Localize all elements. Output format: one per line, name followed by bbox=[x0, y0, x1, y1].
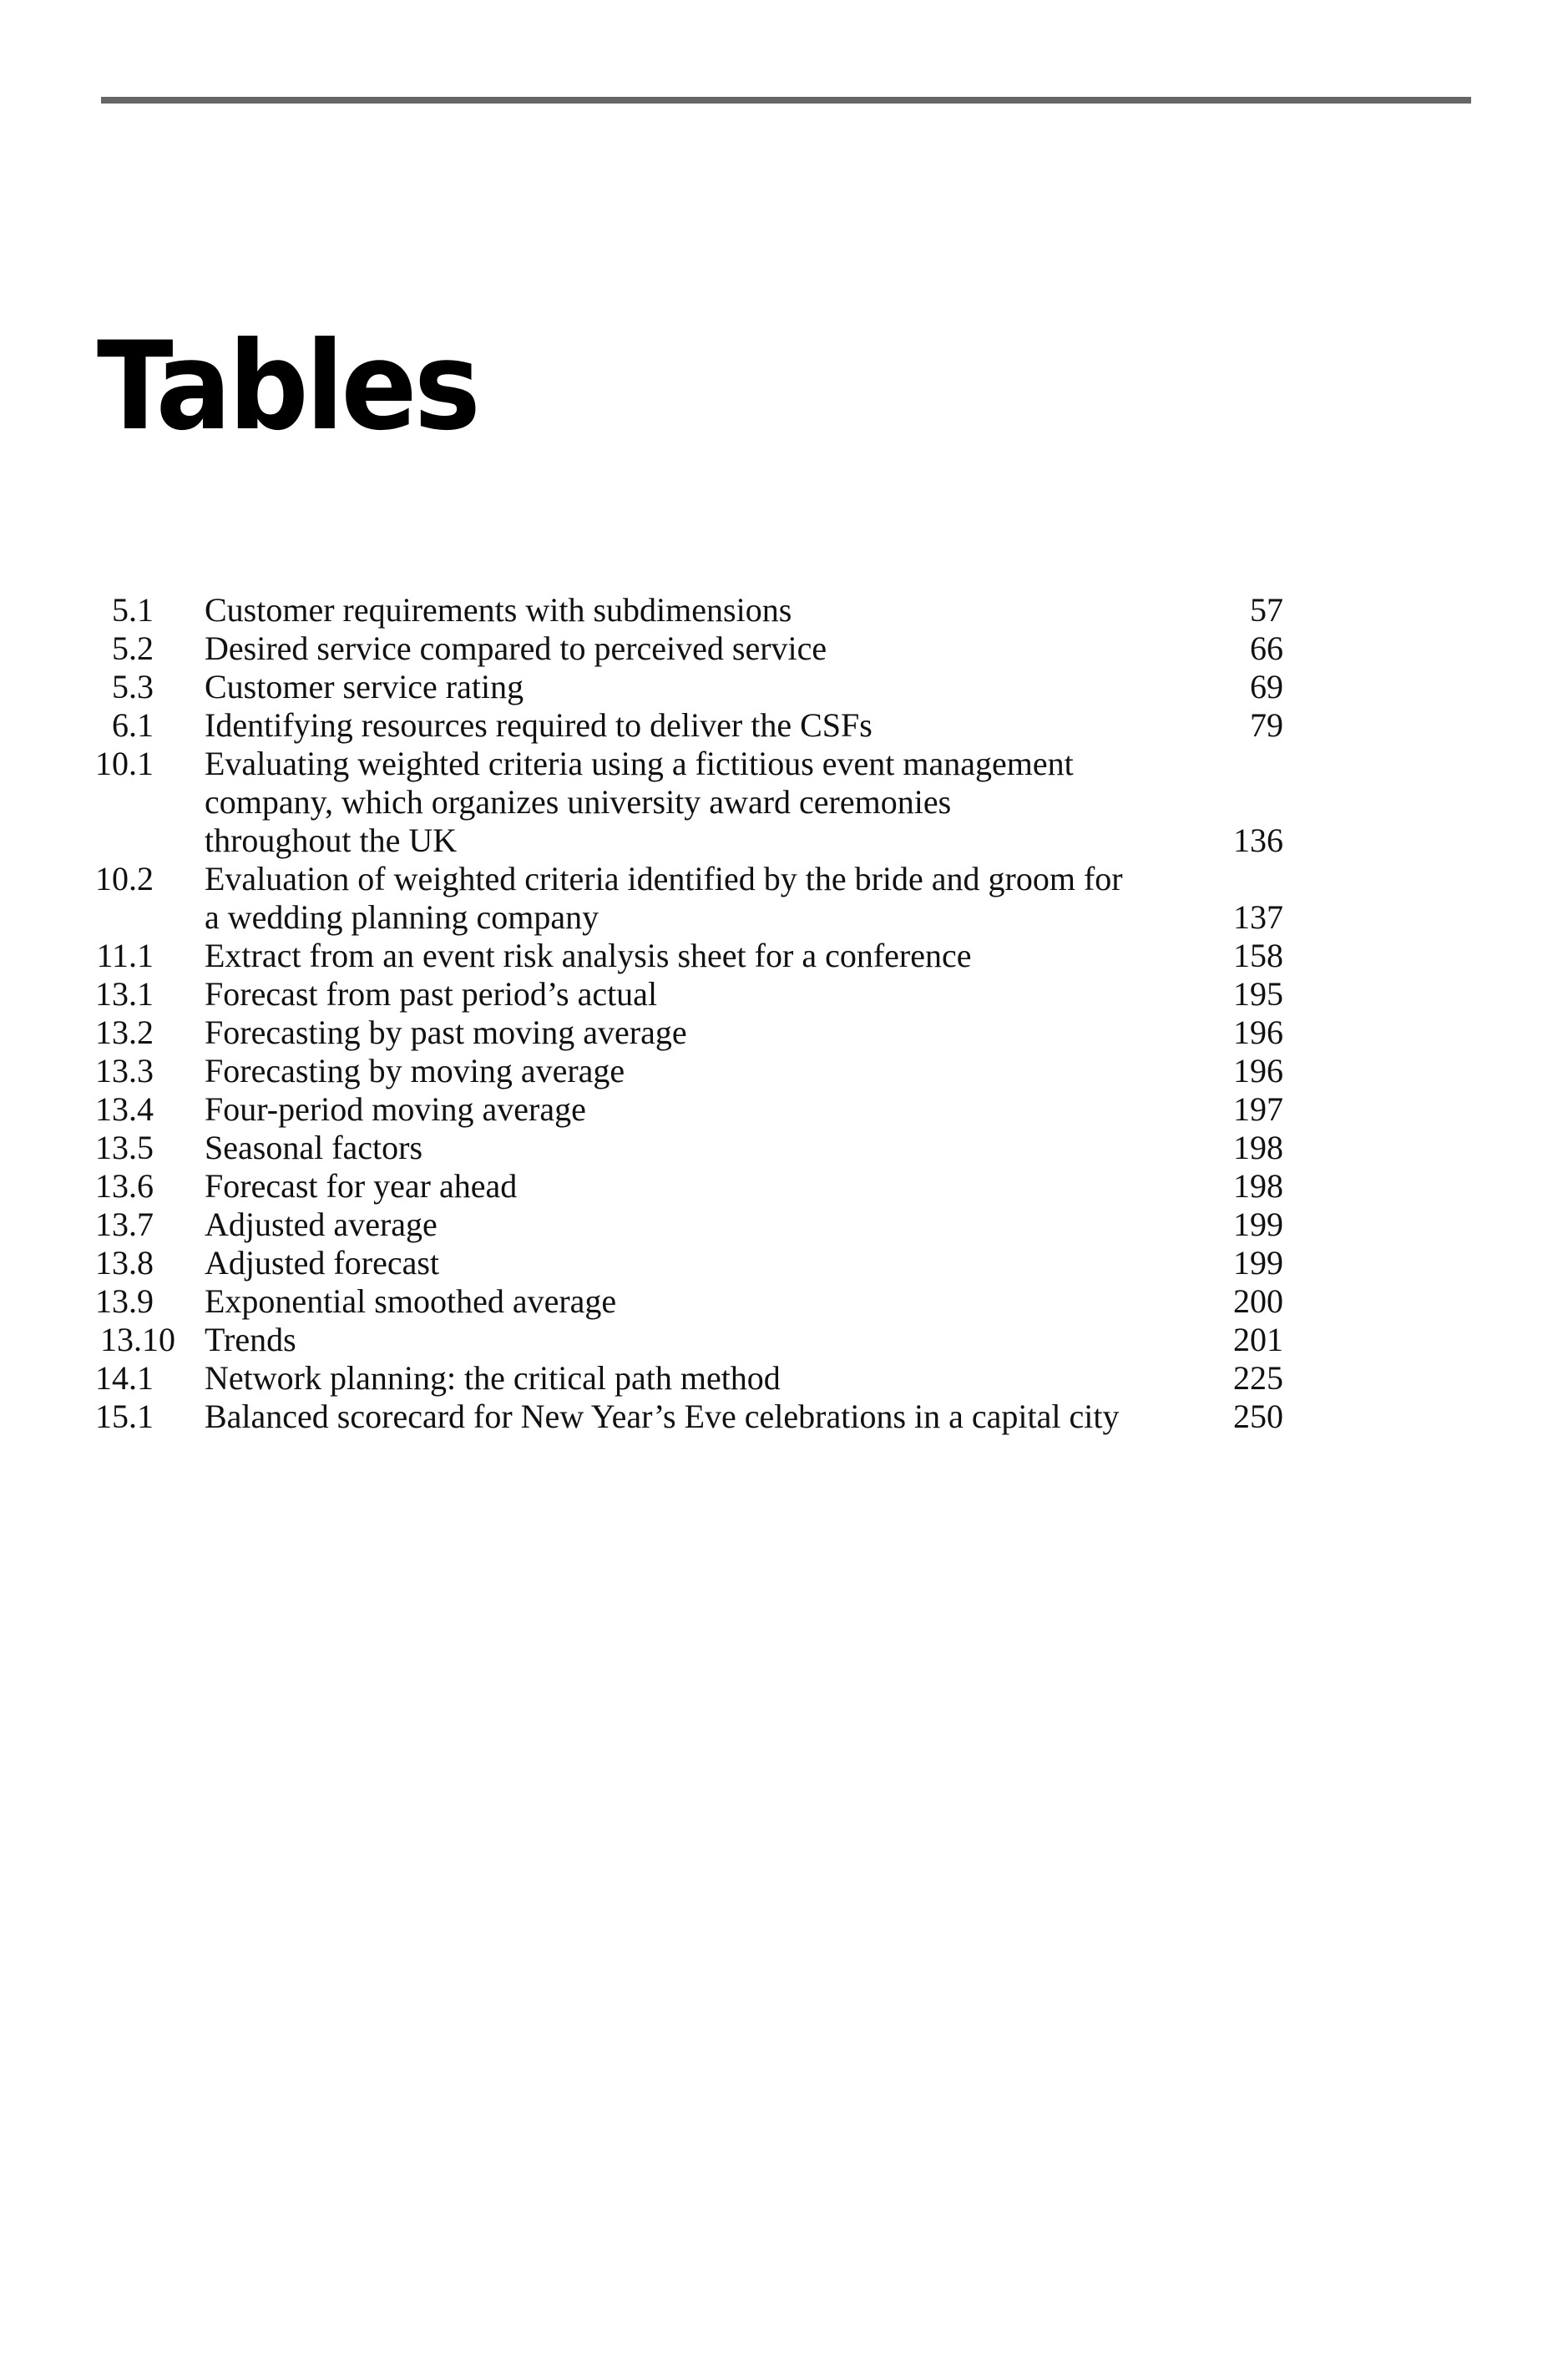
page-number: 69 bbox=[1250, 668, 1283, 705]
table-number: 14.1 bbox=[95, 1359, 154, 1397]
toc-entry bbox=[0, 937, 1568, 975]
table-title bbox=[205, 1052, 1181, 1090]
page-number: 198 bbox=[1233, 1167, 1283, 1205]
table-title-line: company, which organizes university award ceremonies bbox=[205, 783, 952, 821]
table-title-line: Balanced scorecard for New Year’s Eve celebrations in a capital city bbox=[205, 1398, 1120, 1435]
toc-entry bbox=[0, 668, 1568, 706]
table-title bbox=[205, 1206, 1181, 1244]
table-number: 13.3 bbox=[95, 1052, 154, 1089]
table-number: 6.1 bbox=[112, 706, 154, 744]
table-number: 15.1 bbox=[95, 1398, 154, 1435]
table-title bbox=[205, 1244, 1181, 1282]
toc-entry bbox=[0, 975, 1568, 1014]
table-title-line: Customer requirements with subdimensions bbox=[205, 591, 792, 629]
page-number: 136 bbox=[1233, 821, 1283, 859]
page-number: 199 bbox=[1233, 1244, 1283, 1282]
table-number: 13.9 bbox=[95, 1282, 154, 1320]
page-title: Tables bbox=[97, 316, 478, 458]
table-title-line: throughout the UK bbox=[205, 821, 458, 859]
table-title bbox=[205, 860, 1181, 937]
page-number: 195 bbox=[1233, 975, 1283, 1013]
table-number: 13.7 bbox=[95, 1206, 154, 1243]
table-title bbox=[205, 975, 1181, 1014]
table-title bbox=[205, 629, 1181, 668]
table-title-line: Forecasting by past moving average bbox=[205, 1014, 687, 1051]
toc-entry bbox=[0, 1167, 1568, 1206]
table-number: 5.3 bbox=[112, 668, 154, 705]
toc-entry bbox=[0, 629, 1568, 668]
table-title bbox=[205, 1359, 1181, 1398]
page-number: 201 bbox=[1233, 1321, 1283, 1358]
table-number: 10.1 bbox=[95, 745, 154, 782]
table-title bbox=[205, 937, 1181, 975]
page-number: 158 bbox=[1233, 937, 1283, 974]
toc-entry bbox=[0, 1359, 1568, 1398]
table-title bbox=[205, 1398, 1181, 1436]
table-title-line: Exponential smoothed average bbox=[205, 1282, 617, 1320]
table-title-line: Network planning: the critical path method bbox=[205, 1359, 781, 1397]
toc-entry bbox=[0, 1321, 1568, 1359]
toc-entry bbox=[0, 860, 1568, 937]
page-number: 250 bbox=[1233, 1398, 1283, 1435]
page-number: 199 bbox=[1233, 1206, 1283, 1243]
toc-entry bbox=[0, 1398, 1568, 1436]
table-title bbox=[205, 706, 1181, 745]
toc-entry bbox=[0, 1244, 1568, 1282]
table-title-line: Extract from an event risk analysis sheet for a conference bbox=[205, 937, 972, 974]
table-title-line: a wedding planning company bbox=[205, 898, 599, 936]
table-title-line: Seasonal factors bbox=[205, 1129, 423, 1166]
table-number: 13.10 bbox=[100, 1321, 175, 1358]
toc-entry bbox=[0, 1052, 1568, 1090]
page-number: 66 bbox=[1250, 629, 1283, 667]
table-title-line: Forecasting by moving average bbox=[205, 1052, 625, 1089]
table-title bbox=[205, 1014, 1181, 1052]
table-number: 13.2 bbox=[95, 1014, 154, 1051]
table-title-line: Forecast for year ahead bbox=[205, 1167, 518, 1205]
table-title-line: Evaluating weighted criteria using a fictitious event management bbox=[205, 745, 1074, 782]
table-title bbox=[205, 591, 1181, 629]
table-title-line: Desired service compared to perceived service bbox=[205, 629, 827, 667]
table-title bbox=[205, 668, 1181, 706]
page-number: 196 bbox=[1233, 1014, 1283, 1051]
table-number: 13.6 bbox=[95, 1167, 154, 1205]
page-number: 79 bbox=[1250, 706, 1283, 744]
page-number: 198 bbox=[1233, 1129, 1283, 1166]
toc-entry bbox=[0, 1014, 1568, 1052]
table-number: 13.1 bbox=[95, 975, 154, 1013]
page-number: 57 bbox=[1250, 591, 1283, 629]
page-number: 200 bbox=[1233, 1282, 1283, 1320]
table-number: 11.1 bbox=[96, 937, 154, 974]
table-title-line: Adjusted average bbox=[205, 1206, 438, 1243]
toc-entry bbox=[0, 745, 1568, 860]
table-number: 5.2 bbox=[112, 629, 154, 667]
page-number: 197 bbox=[1233, 1090, 1283, 1128]
table-title bbox=[205, 1321, 1181, 1359]
table-number: 13.4 bbox=[95, 1090, 154, 1128]
table-number: 13.8 bbox=[95, 1244, 154, 1282]
table-title-line: Trends bbox=[205, 1321, 296, 1358]
table-title-line: Customer service rating bbox=[205, 668, 524, 705]
toc-entry bbox=[0, 706, 1568, 745]
table-title-line: Four-period moving average bbox=[205, 1090, 586, 1128]
table-number: 13.5 bbox=[95, 1129, 154, 1166]
table-number: 10.2 bbox=[95, 860, 154, 897]
page-number: 196 bbox=[1233, 1052, 1283, 1089]
table-title bbox=[205, 745, 1181, 860]
table-title-line: Evaluation of weighted criteria identified by the bride and groom for bbox=[205, 860, 1123, 897]
table-title bbox=[205, 1167, 1181, 1206]
header-rule bbox=[101, 97, 1471, 104]
table-title bbox=[205, 1282, 1181, 1321]
toc-entry bbox=[0, 591, 1568, 629]
table-title bbox=[205, 1129, 1181, 1167]
list-of-tables bbox=[0, 591, 1568, 1436]
page-number: 137 bbox=[1233, 898, 1283, 936]
page-number: 225 bbox=[1233, 1359, 1283, 1397]
toc-entry bbox=[0, 1282, 1568, 1321]
table-title-line: Adjusted forecast bbox=[205, 1244, 440, 1282]
table-number: 5.1 bbox=[112, 591, 154, 629]
toc-entry bbox=[0, 1090, 1568, 1129]
toc-entry bbox=[0, 1206, 1568, 1244]
toc-entry bbox=[0, 1129, 1568, 1167]
table-title-line: Identifying resources required to deliver the CSFs bbox=[205, 706, 873, 744]
table-title bbox=[205, 1090, 1181, 1129]
table-title-line: Forecast from past period’s actual bbox=[205, 975, 658, 1013]
